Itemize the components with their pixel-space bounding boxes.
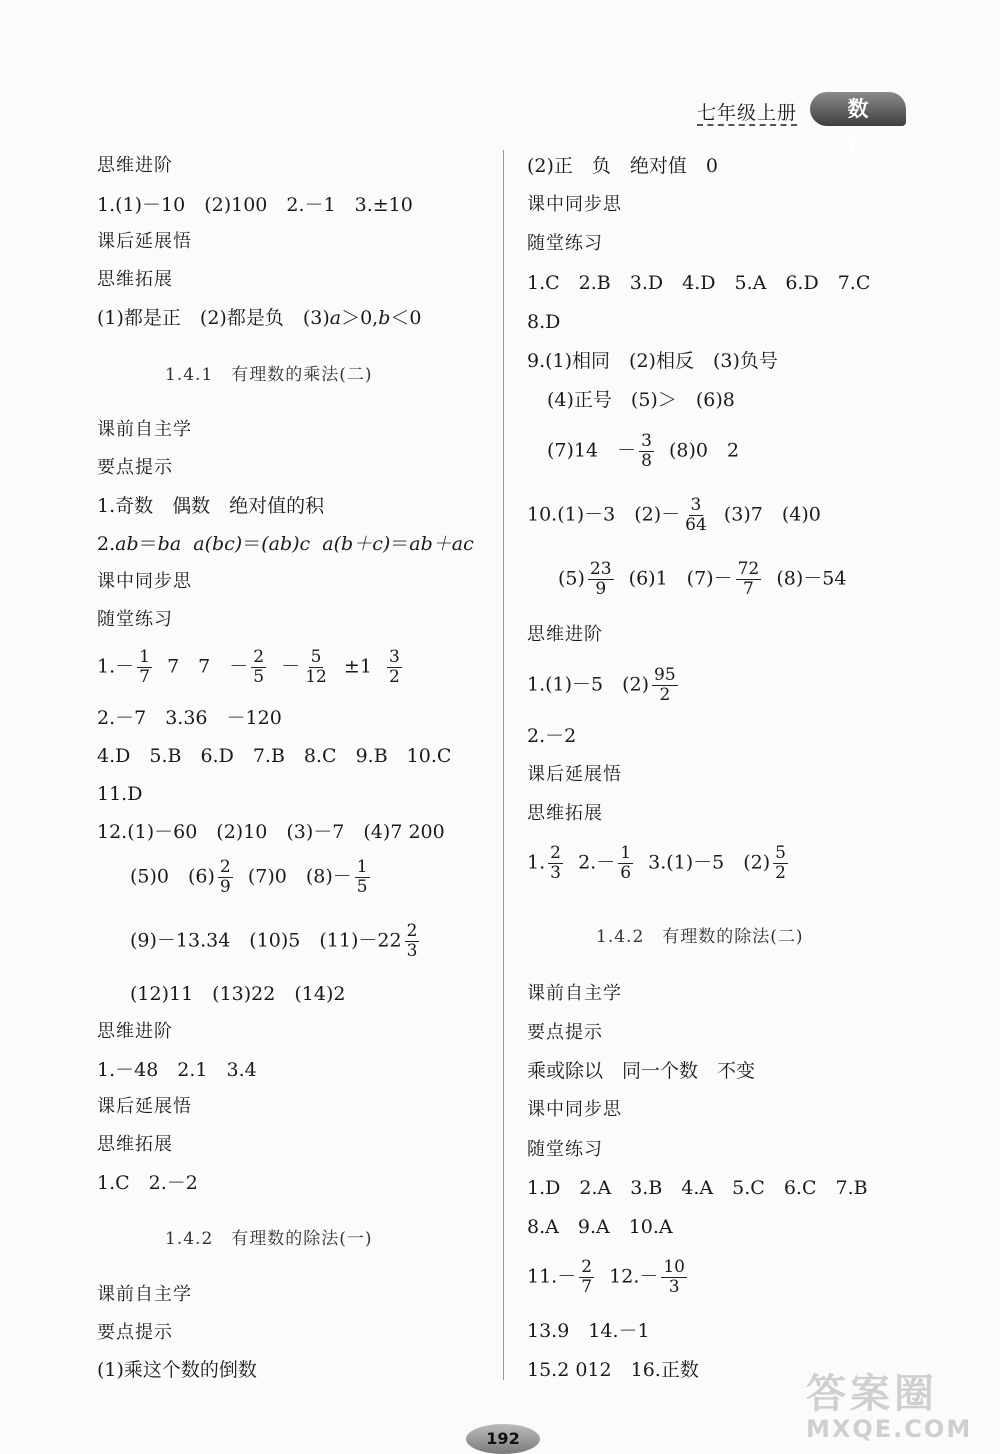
numerator: 2 xyxy=(219,857,231,877)
fraction xyxy=(137,648,152,687)
answer-text: ＞0, xyxy=(341,307,379,329)
fraction xyxy=(355,858,370,897)
numerator: 5 xyxy=(775,843,786,863)
answer-text: (7)0 (8)－ xyxy=(247,865,352,888)
denominator: 3 xyxy=(668,1277,680,1297)
section-title: 1.4.2 有理数的除法(一) xyxy=(165,1229,373,1249)
answer-text: 11.－ xyxy=(527,1265,577,1288)
answer-text: 2.－ xyxy=(578,851,616,874)
denominator: 3 xyxy=(550,863,561,883)
heading-think-extend: 思维拓展 xyxy=(527,803,603,824)
answer-text: (8)0 2 xyxy=(669,439,740,462)
answer-line: 8.A 9.A 10.A xyxy=(527,1216,673,1238)
formula: (ab)c xyxy=(261,533,311,555)
denominator: 2 xyxy=(775,863,786,883)
answer-line: 9.(1)相同 (2)相反 (3)负号 xyxy=(527,350,778,372)
answer-line xyxy=(547,432,739,471)
heading-think-extend: 思维拓展 xyxy=(97,269,173,290)
answer-line: 1.C 2.－2 xyxy=(97,1172,198,1194)
answer-text: (9)－13.34 (10)5 (11)－22 xyxy=(130,929,402,952)
numerator: 3 xyxy=(389,647,400,667)
answer-text: (7)14 － xyxy=(547,439,637,462)
denominator: 2 xyxy=(389,667,400,687)
heading-after-class: 课后延展悟 xyxy=(527,764,622,785)
fraction xyxy=(773,844,788,883)
denominator: 9 xyxy=(595,579,607,599)
section-title: 1.4.2 有理数的除法(二) xyxy=(596,927,804,947)
formula: a(bc) xyxy=(193,533,243,555)
answer-text: ±1 xyxy=(343,655,372,678)
numerator: 1 xyxy=(356,857,368,877)
answer-line xyxy=(527,1258,690,1297)
answer-line xyxy=(527,496,821,535)
numerator: 3 xyxy=(641,431,652,451)
numerator: 2 xyxy=(581,1257,593,1277)
answer-line: 1.－48 2.1 3.4 xyxy=(97,1059,257,1081)
denominator: 12 xyxy=(305,667,327,687)
heading-after-class: 课后延展悟 xyxy=(97,231,192,252)
answer-line: 13.9 14.－1 xyxy=(527,1320,650,1342)
answer-line: 12.(1)－60 (2)10 (3)－7 (4)7 200 xyxy=(97,821,445,843)
answer-text: (3)7 (4)0 xyxy=(723,503,821,526)
heading-key-points: 要点提示 xyxy=(97,1322,173,1343)
answer-text: (8)－54 xyxy=(776,567,847,590)
denominator: 6 xyxy=(620,863,632,883)
heading-think-advance: 思维进阶 xyxy=(527,624,603,645)
section-title: 1.4.1 有理数的乘法(二) xyxy=(165,365,373,385)
watermark xyxy=(806,1362,972,1443)
answer-text: ＝ xyxy=(138,533,158,555)
header-dashed-rule xyxy=(697,124,797,126)
denominator: 9 xyxy=(219,877,231,897)
heading-in-class: 课中同步思 xyxy=(527,1099,622,1120)
heading-in-class: 课中同步思 xyxy=(527,194,622,215)
answer-line: 1.C 2.B 3.D 4.D 5.A 6.D 7.C xyxy=(527,272,871,294)
heading-think-advance: 思维进阶 xyxy=(97,155,173,176)
heading-before-class: 课前自主学 xyxy=(527,983,622,1004)
heading-key-points: 要点提示 xyxy=(527,1022,603,1043)
numerator: 10 xyxy=(663,1257,685,1277)
var-a: a xyxy=(329,307,342,329)
answer-line: 1.D 2.A 3.B 4.A 5.C 6.C 7.B xyxy=(527,1177,868,1199)
heading-practice: 随堂练习 xyxy=(97,609,173,630)
denominator: 64 xyxy=(685,515,707,535)
fraction xyxy=(683,496,709,535)
fraction xyxy=(639,432,654,471)
heading-in-class: 课中同步思 xyxy=(97,571,192,592)
answer-line: 1.奇数 偶数 绝对值的积 xyxy=(97,495,325,517)
numerator: 2 xyxy=(406,921,418,941)
numerator: 1 xyxy=(139,647,150,667)
denominator: 2 xyxy=(659,685,671,705)
answer-line xyxy=(527,666,681,705)
denominator: 7 xyxy=(742,579,754,599)
answer-line xyxy=(97,532,474,556)
heading-practice: 随堂练习 xyxy=(527,233,603,254)
answer-line: 乘或除以 同一个数 不变 xyxy=(527,1060,756,1082)
fraction xyxy=(548,844,563,883)
subject-tab: 数 学 xyxy=(810,92,906,126)
answer-text: ＝ xyxy=(390,533,410,555)
answer-text: 7 7 － xyxy=(167,655,249,678)
answer-text: (5)0 (6) xyxy=(130,865,215,888)
answer-text: － xyxy=(281,655,301,678)
answer-line: 15.2 012 16.正数 xyxy=(527,1359,699,1381)
formula: ab＋ac xyxy=(409,533,474,555)
answer-line: 1.(1)－10 (2)100 2.－1 3.±10 xyxy=(97,194,413,216)
answer-text: 1.(1)－5 (2) xyxy=(527,673,650,696)
answer-line: (1)乘这个数的倒数 xyxy=(97,1359,257,1381)
fraction xyxy=(652,666,678,705)
answer-line xyxy=(527,844,791,883)
answer-text: ＜0 xyxy=(390,307,422,329)
heading-key-points: 要点提示 xyxy=(97,457,173,478)
denominator: 3 xyxy=(406,941,418,961)
numerator: 5 xyxy=(310,647,322,667)
heading-after-class: 课后延展悟 xyxy=(97,1096,192,1117)
fraction xyxy=(579,1258,594,1297)
answer-line: 2.－2 xyxy=(527,725,577,747)
answer-line xyxy=(558,560,846,599)
denominator: 7 xyxy=(581,1277,593,1297)
answer-line xyxy=(130,922,422,961)
heading-think-extend: 思维拓展 xyxy=(97,1134,173,1155)
answer-line: 11.D xyxy=(97,783,143,805)
heading-before-class: 课前自主学 xyxy=(97,419,192,440)
var-b: b xyxy=(378,307,391,329)
formula: ab xyxy=(115,533,139,555)
heading-before-class: 课前自主学 xyxy=(97,1284,192,1305)
answer-line: (12)11 (13)22 (14)2 xyxy=(130,983,346,1005)
formula: a(b＋c) xyxy=(322,533,391,555)
answer-line xyxy=(97,306,421,330)
fraction xyxy=(405,922,420,961)
heading-think-advance: 思维进阶 xyxy=(97,1021,173,1042)
denominator: 8 xyxy=(641,451,652,471)
numerator: 72 xyxy=(737,559,760,579)
answer-line xyxy=(97,648,405,687)
numerator: 1 xyxy=(620,843,632,863)
answer-text: 1.－ xyxy=(97,655,135,678)
answer-text: 12.－ xyxy=(609,1265,659,1288)
fraction xyxy=(303,648,329,687)
answer-text: (6)1 (7)－ xyxy=(628,567,733,590)
watermark-bottom: MXQE.COM xyxy=(806,1415,973,1443)
numerator: 23 xyxy=(589,559,612,579)
page-number: 192 xyxy=(466,1424,540,1454)
denominator: 5 xyxy=(253,667,265,687)
denominator: 5 xyxy=(356,877,368,897)
answer-line: 8.D xyxy=(527,311,561,333)
column-divider xyxy=(503,150,504,1380)
numerator: 95 xyxy=(654,665,676,685)
numerator: 2 xyxy=(550,843,561,863)
fraction xyxy=(588,560,614,599)
formula: ba xyxy=(157,533,182,555)
fraction xyxy=(387,648,402,687)
answer-text: 3.(1)－5 (2) xyxy=(648,851,771,874)
fraction xyxy=(618,844,633,883)
answer-line: (2)正 负 绝对值 0 xyxy=(527,155,719,177)
fraction xyxy=(218,858,233,897)
grade-label: 七年级上册 xyxy=(697,102,798,124)
watermark-top: 答案圈 xyxy=(806,1371,938,1417)
answer-text: (5) xyxy=(558,567,585,590)
fraction xyxy=(736,560,762,599)
answer-line: 4.D 5.B 6.D 7.B 8.C 9.B 10.C xyxy=(97,745,452,767)
fraction xyxy=(661,1258,687,1297)
denominator: 7 xyxy=(139,667,150,687)
answer-line: 2.－7 3.36 －120 xyxy=(97,707,282,729)
answer-line xyxy=(130,858,373,897)
heading-practice: 随堂练习 xyxy=(527,1139,603,1160)
answer-text: 10.(1)－3 (2)－ xyxy=(527,503,681,526)
numerator: 3 xyxy=(690,495,702,515)
answer-line: (4)正号 (5)＞ (6)8 xyxy=(547,389,735,411)
answer-text: 2. xyxy=(97,533,116,555)
answer-text: 1. xyxy=(527,851,546,874)
numerator: 2 xyxy=(253,647,265,667)
answer-text: (1)都是正 (2)都是负 (3) xyxy=(97,307,330,329)
fraction xyxy=(251,648,266,687)
answer-text: ＝ xyxy=(242,533,262,555)
